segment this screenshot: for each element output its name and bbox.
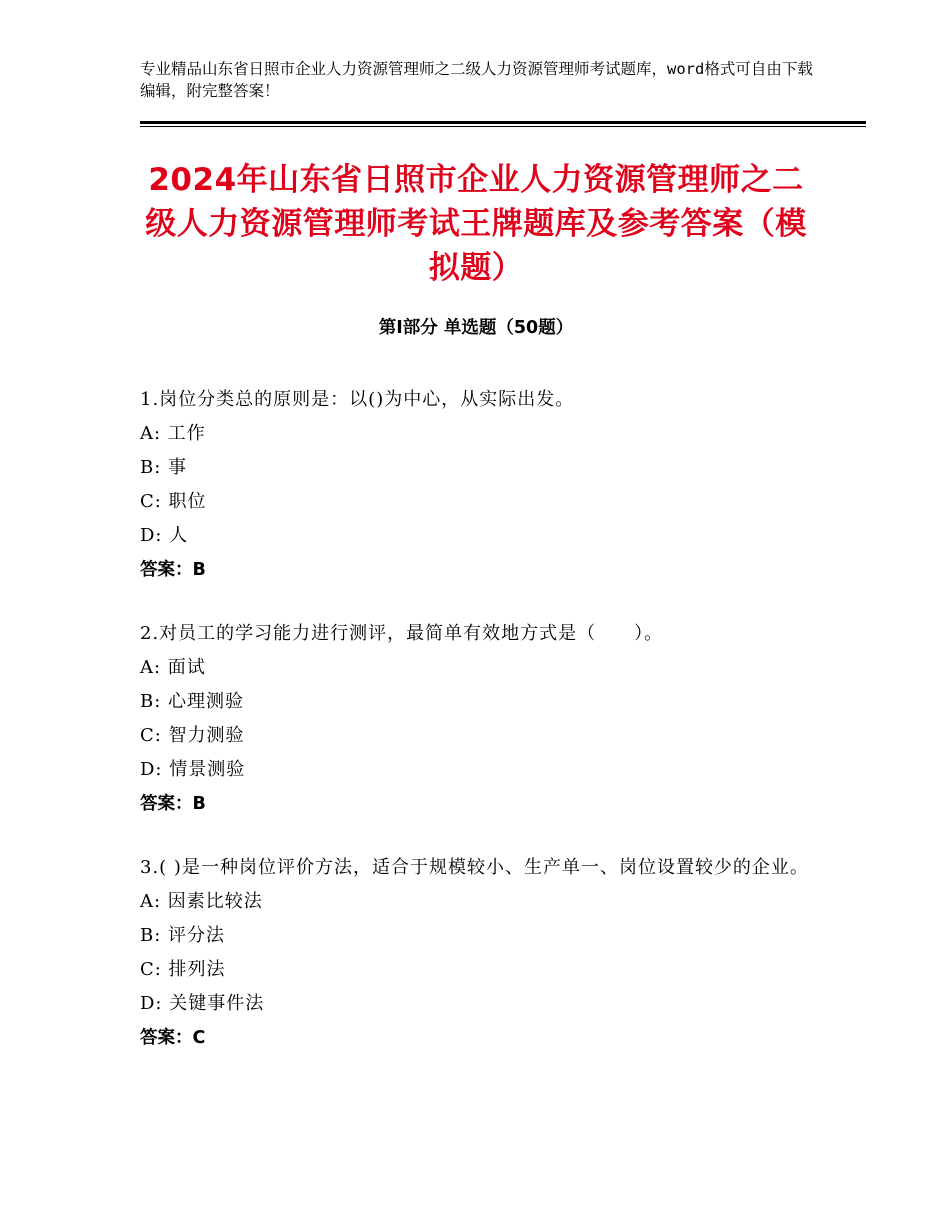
- header-rule-thin: [140, 126, 866, 127]
- option-a: A: 工作: [140, 423, 206, 444]
- question-stem: 2.对员工的学习能力进行测评，最简单有效地方式是（ ）。: [140, 623, 664, 644]
- option-d: D: 情景测验: [140, 759, 246, 780]
- question-list: [140, 383, 820, 1085]
- document-title: 2024年山东省日照市企业人力资源管理师之二级人力资源管理师考试王牌题库及参考答案（模拟题）: [145, 162, 807, 286]
- answer: 答案：B: [140, 794, 206, 814]
- option-b: B: 心理测验: [140, 691, 245, 712]
- question-3: [140, 851, 820, 1055]
- question-2: [140, 617, 820, 821]
- option-d: D: 关键事件法: [140, 993, 265, 1014]
- question-stem: 3.( )是一种岗位评价方法，适合于规模较小、生产单一、岗位设置较少的企业。: [140, 857, 809, 878]
- option-c: C: 职位: [140, 491, 207, 512]
- answer: 答案：B: [140, 560, 206, 580]
- answer: 答案：C: [140, 1028, 206, 1048]
- option-b: B: 事: [140, 457, 188, 478]
- option-a: A: 因素比较法: [140, 891, 263, 912]
- option-d: D: 人: [140, 525, 189, 546]
- option-c: C: 智力测验: [140, 725, 245, 746]
- question-1: [140, 383, 820, 587]
- question-stem: 1.岗位分类总的原则是：以()为中心，从实际出发。: [140, 389, 575, 410]
- option-c: C: 排列法: [140, 959, 226, 980]
- section-title: 第Ⅰ部分 单选题（50题）: [378, 318, 574, 338]
- header-rule-thick: [140, 121, 866, 124]
- option-a: A: 面试: [140, 657, 206, 678]
- option-b: B: 评分法: [140, 925, 226, 946]
- header-note: 专业精品山东省日照市企业人力资源管理师之二级人力资源管理师考试题库，word格式可自由下载编辑，附完整答案！: [140, 60, 813, 100]
